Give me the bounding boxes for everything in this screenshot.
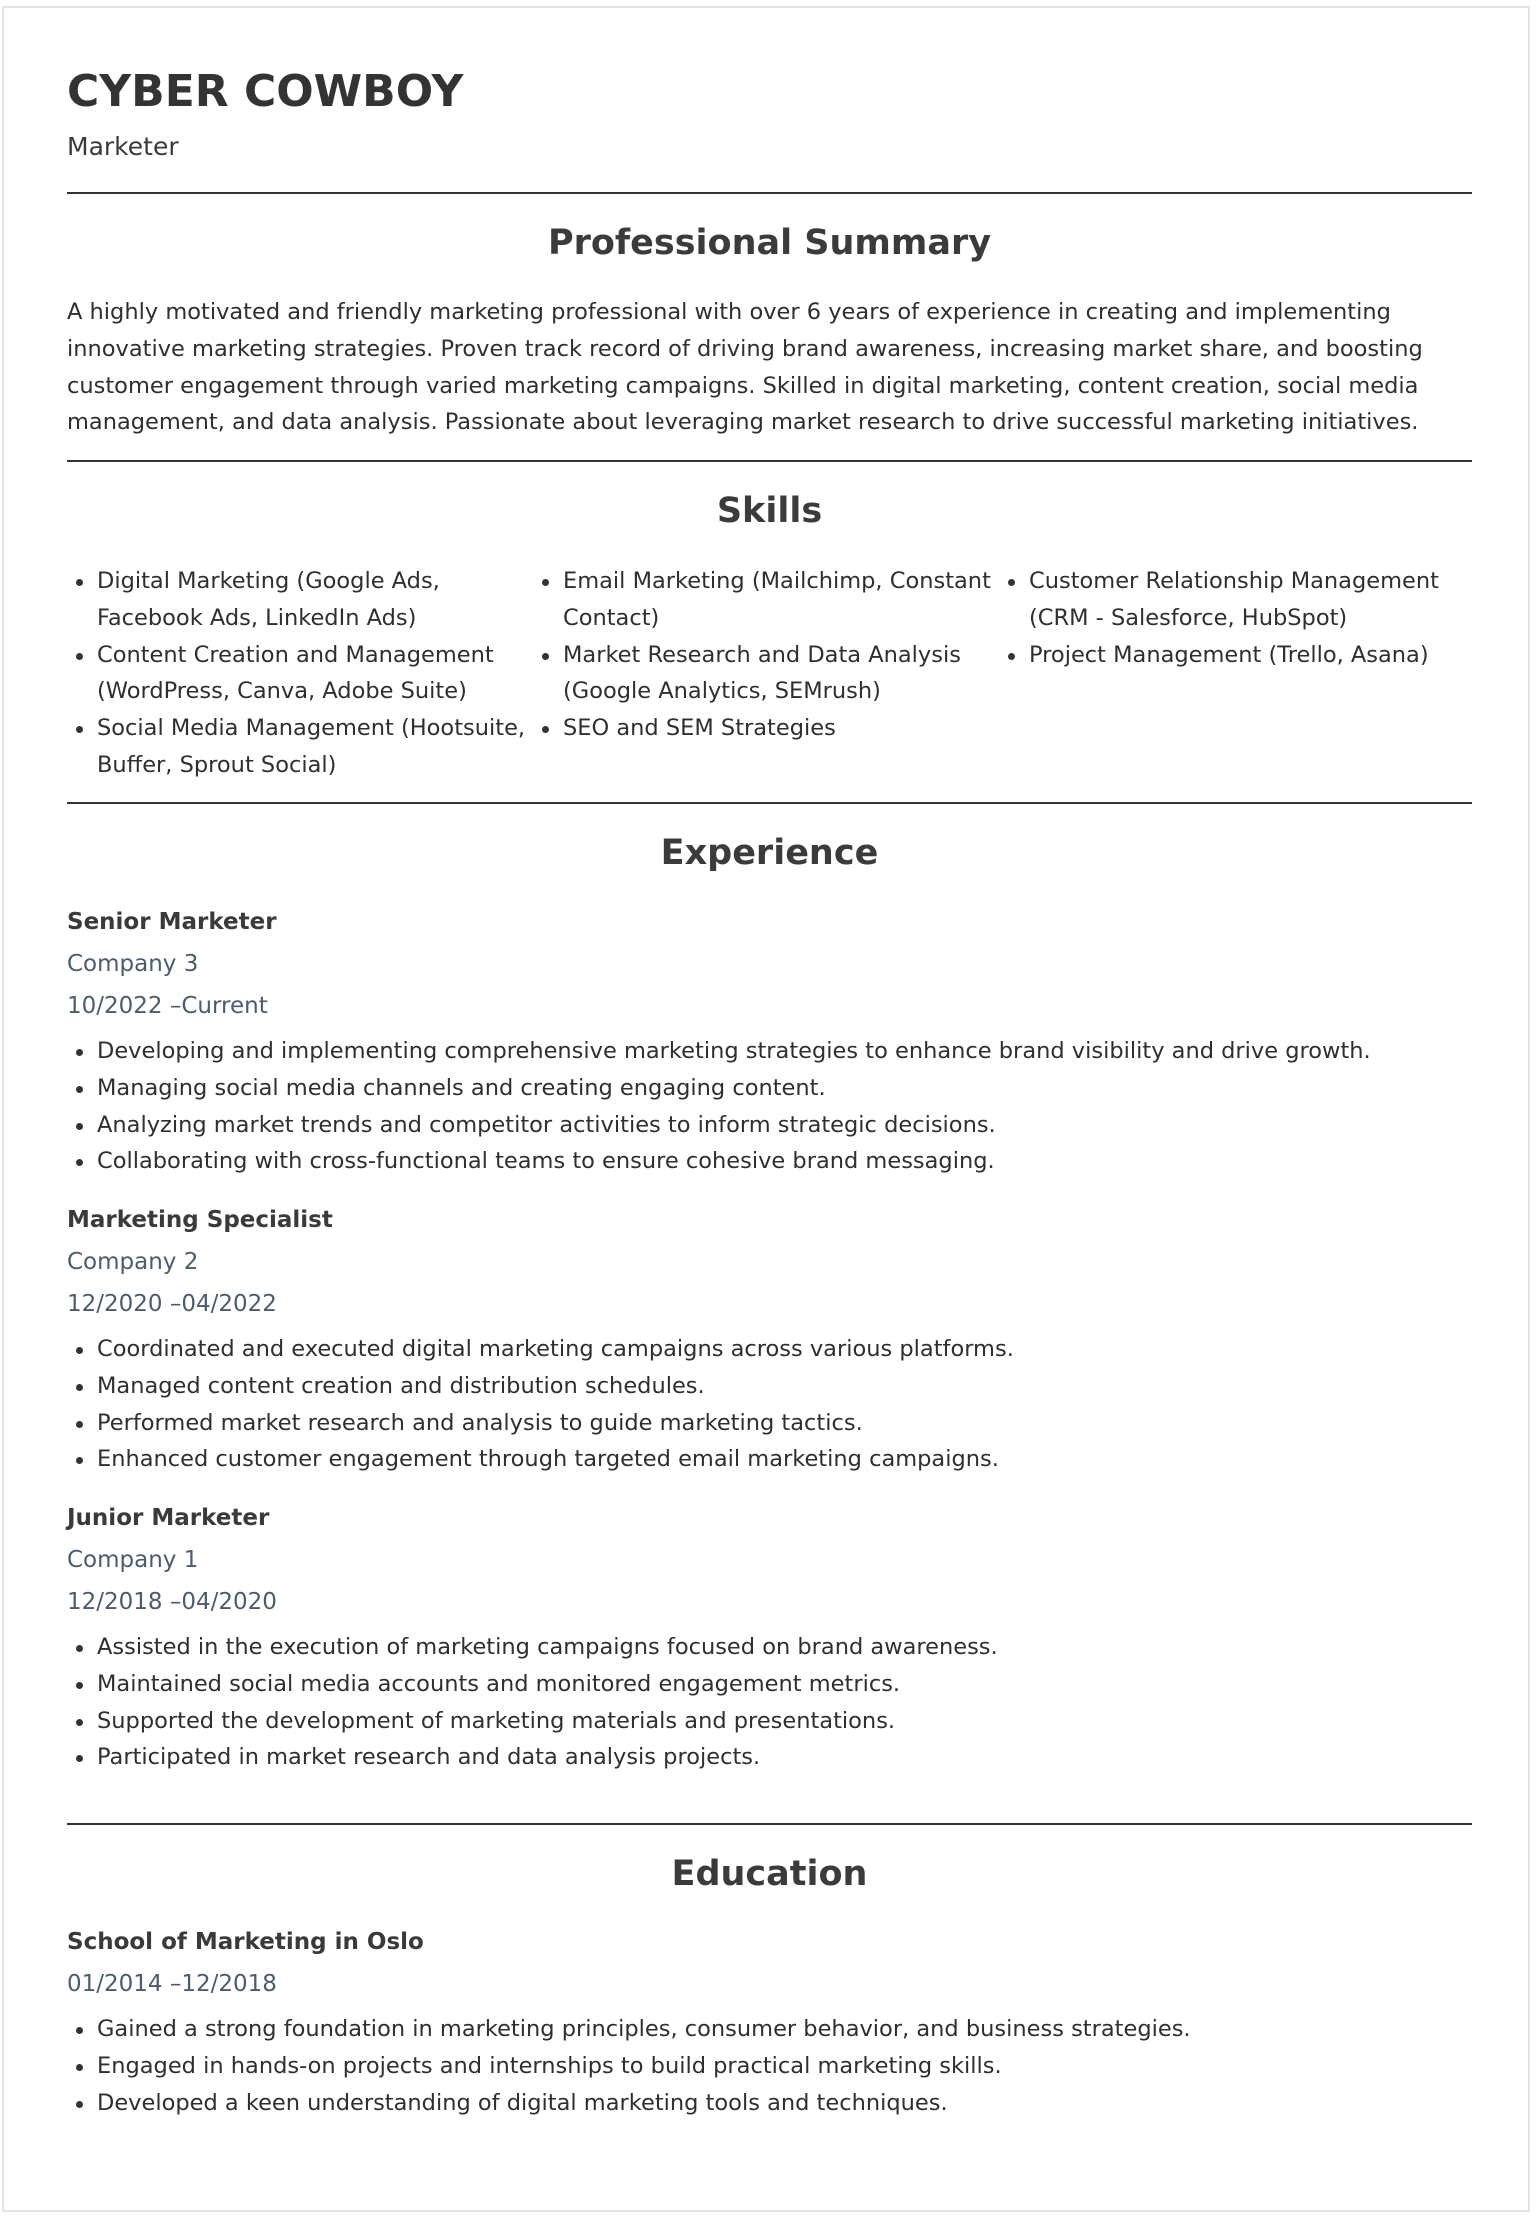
company-name: Company 2 — [67, 1249, 199, 1275]
job-dates: 12/2020 –04/2022 — [67, 1291, 277, 1317]
list-item: Performed market research and analysis to guide marketing tactics. — [67, 1405, 1472, 1442]
candidate-name: CYBER COWBOY — [67, 66, 464, 117]
candidate-role: Marketer — [67, 132, 179, 161]
summary-heading: Professional Summary — [547, 223, 992, 263]
job-bullets — [67, 1033, 1472, 1180]
skills-column — [999, 563, 1472, 673]
job-title: Marketing Specialist — [67, 1207, 333, 1233]
education-bullets — [67, 2011, 1472, 2121]
list-item: Analyzing market trends and competitor activities to inform strategic decisions. — [67, 1107, 1472, 1144]
school-name: School of Marketing in Oslo — [67, 1929, 424, 1955]
skills-heading: Skills — [716, 491, 823, 531]
list-item: Gained a strong foundation in marketing principles, consumer behavior, and business strategies. — [67, 2011, 1472, 2048]
company-name: Company 3 — [67, 951, 199, 977]
list-item: Maintained social media accounts and monitored engagement metrics. — [67, 1666, 1472, 1703]
skill-item: Market Research and Data Analysis (Google Analytics, SEMrush) — [533, 637, 993, 711]
skills-column — [533, 563, 993, 747]
skills-column — [67, 563, 527, 784]
job-dates: 12/2018 –04/2020 — [67, 1589, 277, 1615]
skill-item: Email Marketing (Mailchimp, Constant Contact) — [533, 563, 993, 637]
skill-item: SEO and SEM Strategies — [533, 710, 993, 747]
education-dates: 01/2014 –12/2018 — [67, 1971, 277, 1997]
summary-text: A highly motivated and friendly marketing professional with over 6 years of experience in creating and implementing innovative marketing strategies. Proven track record of driving brand awareness, increasing market share, and boosting customer engagement through varied marketing campaigns. Skilled in digital marketing, content creation, social media management, and data analysis. Passionate about leveraging market research to drive successful marketing initiatives. — [67, 299, 1423, 436]
job-dates: 10/2022 –Current — [67, 993, 268, 1019]
job-bullets — [67, 1629, 1472, 1776]
list-item: Managing social media channels and creating engaging content. — [67, 1070, 1472, 1107]
list-item: Supported the development of marketing materials and presentations. — [67, 1703, 1472, 1740]
list-item: Enhanced customer engagement through targeted email marketing campaigns. — [67, 1441, 1472, 1478]
divider — [67, 802, 1472, 804]
list-item: Coordinated and executed digital marketing campaigns across various platforms. — [67, 1331, 1472, 1368]
divider — [67, 1823, 1472, 1825]
skill-item: Digital Marketing (Google Ads, Facebook Ads, LinkedIn Ads) — [67, 563, 527, 637]
company-name: Company 1 — [67, 1547, 199, 1573]
skill-item: Content Creation and Management (WordPress, Canva, Adobe Suite) — [67, 637, 527, 711]
list-item: Managed content creation and distribution schedules. — [67, 1368, 1472, 1405]
job-title: Junior Marketer — [67, 1505, 270, 1531]
skill-item: Social Media Management (Hootsuite, Buffer, Sprout Social) — [67, 710, 527, 784]
divider — [67, 460, 1472, 462]
skill-item: Customer Relationship Management (CRM - Salesforce, HubSpot) — [999, 563, 1472, 637]
divider — [67, 192, 1472, 194]
job-bullets — [67, 1331, 1472, 1478]
resume-page — [2, 6, 1530, 2212]
list-item: Developing and implementing comprehensive marketing strategies to enhance brand visibility and drive growth. — [67, 1033, 1472, 1070]
job-title: Senior Marketer — [67, 909, 277, 935]
list-item: Developed a keen understanding of digital marketing tools and techniques. — [67, 2085, 1472, 2122]
education-heading: Education — [671, 1854, 868, 1894]
list-item: Assisted in the execution of marketing campaigns focused on brand awareness. — [67, 1629, 1472, 1666]
list-item: Engaged in hands-on projects and internships to build practical marketing skills. — [67, 2048, 1472, 2085]
list-item: Participated in market research and data analysis projects. — [67, 1739, 1472, 1776]
skill-item: Project Management (Trello, Asana) — [999, 637, 1472, 674]
experience-heading: Experience — [660, 833, 879, 873]
list-item: Collaborating with cross-functional teams to ensure cohesive brand messaging. — [67, 1143, 1472, 1180]
